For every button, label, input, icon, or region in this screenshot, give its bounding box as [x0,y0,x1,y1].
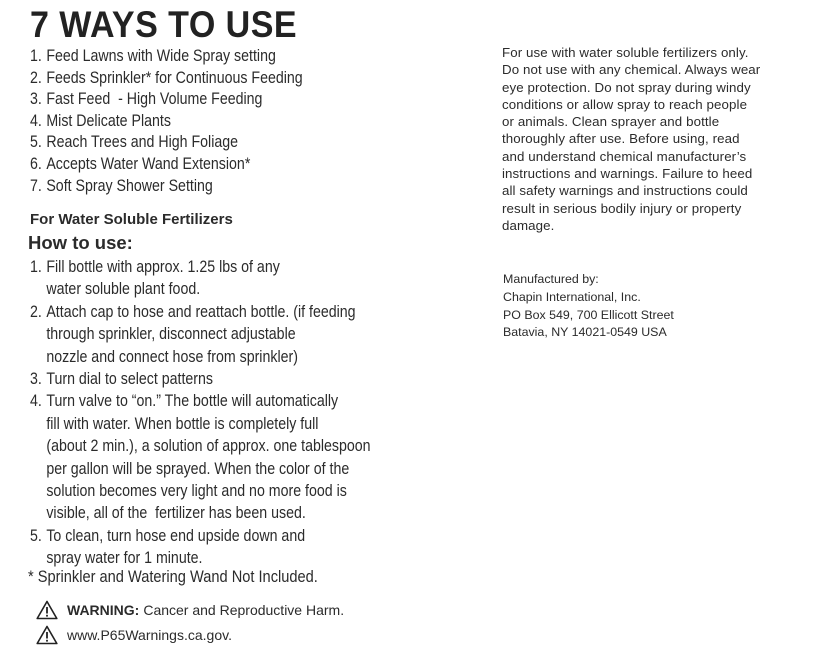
manufacturer-name: Chapin International, Inc. [503,289,641,304]
list-item [30,154,303,176]
item-number: 6. [30,154,42,173]
item-text: Mist Delicate Plants [46,111,171,130]
caution-line: damage. [502,217,555,233]
step-text: solution becomes very light and no more food is [46,482,347,501]
item-text: Feed Lawns with Wide Spray setting [46,47,276,65]
caution-line: thoroughly after use. Before using, read [502,131,740,147]
caution-paragraph [502,44,760,234]
item-text: Fast Feed - High Volume Feeding [46,90,263,109]
warning-label: WARNING: [67,602,140,618]
step-text: (about 2 min.), a solution of approx. one tablespoon [46,437,371,456]
manufacturer-address: PO Box 549, 700 Ellicott Street [503,307,674,322]
manufacturer-block [503,271,674,342]
item-text: Soft Spray Shower Setting [46,176,213,195]
list-item [30,46,303,68]
step-number: 1. [30,258,42,276]
item-number: 7. [30,176,42,195]
step-item [30,525,371,570]
not-included-note: * Sprinkler and Watering Wand Not Included. [28,567,318,586]
caution-line: conditions or allow spray to reach people [502,96,748,112]
prop65-warning [36,600,344,620]
item-text: Accepts Water Wand Extension* [46,154,251,173]
list-item [30,132,303,154]
caution-line: all safety warnings and instructions could [502,183,748,199]
ways-list [30,46,303,197]
list-item [30,176,303,198]
item-number: 4. [30,111,42,130]
prop65-url[interactable]: www.P65Warnings.ca.gov. [67,627,232,643]
step-text: through sprinkler, disconnect adjustable [46,325,296,344]
page-title: 7 WAYS TO USE [30,4,298,45]
step-text: fill with water. When bottle is completely full [46,414,319,433]
step-number: 3. [30,370,42,389]
step-text: Turn valve to “on.” The bottle will automatically [46,392,339,411]
item-number: 2. [30,68,42,87]
step-text: water soluble plant food. [46,280,201,299]
step-item [30,368,371,390]
step-text: spray water for 1 minute. [46,549,203,568]
list-item [30,89,303,111]
step-number: 4. [30,392,42,411]
caution-line: result in serious bodily injury or property [502,200,742,216]
list-item [30,111,303,133]
caution-line: eye protection. Do not spray during windy [502,79,751,95]
step-item [30,390,371,524]
caution-line: or animals. Clean sprayer and bottle [502,114,720,130]
caution-line: instructions and warnings. Failure to heed [502,166,753,182]
how-to-heading: How to use: [28,232,133,253]
step-text: Attach cap to hose and reattach bottle. (if feeding [46,302,356,321]
step-number: 2. [30,302,42,321]
step-text: To clean, turn hose end upside down and [46,526,306,545]
item-number: 3. [30,90,42,109]
list-item [30,68,303,90]
manufacturer-heading: Manufactured by: [503,272,599,286]
step-number: 5. [30,526,42,545]
item-number: 5. [30,133,42,152]
step-item [30,256,371,301]
step-text: visible, all of the fertilizer has been used. [46,504,306,523]
steps-list [30,256,371,570]
step-text: nozzle and connect hose from sprinkler) [46,347,298,366]
item-text: Reach Trees and High Foliage [46,133,239,152]
prop65-link-row [36,625,232,645]
caution-line: Do not use with any chemical. Always wear [502,62,761,78]
caution-line: and understand chemical manufacturer’s [502,148,747,164]
manufacturer-city: Batavia, NY 14021-0549 USA [503,325,667,340]
item-number: 1. [30,47,42,65]
warning-triangle-icon [36,625,58,645]
item-text: Feeds Sprinkler* for Continuous Feeding [46,68,303,87]
step-text: Fill bottle with approx. 1.25 lbs of any [46,258,280,276]
warning-triangle-icon [36,600,58,620]
step-text: Turn dial to select patterns [46,370,214,389]
warning-text: Cancer and Reproductive Harm. [143,602,345,618]
step-text: per gallon will be sprayed. When the color of the [46,459,350,478]
subheading: For Water Soluble Fertilizers [30,211,233,228]
caution-line: For use with water soluble fertilizers only. [502,45,749,60]
step-item [30,301,371,368]
